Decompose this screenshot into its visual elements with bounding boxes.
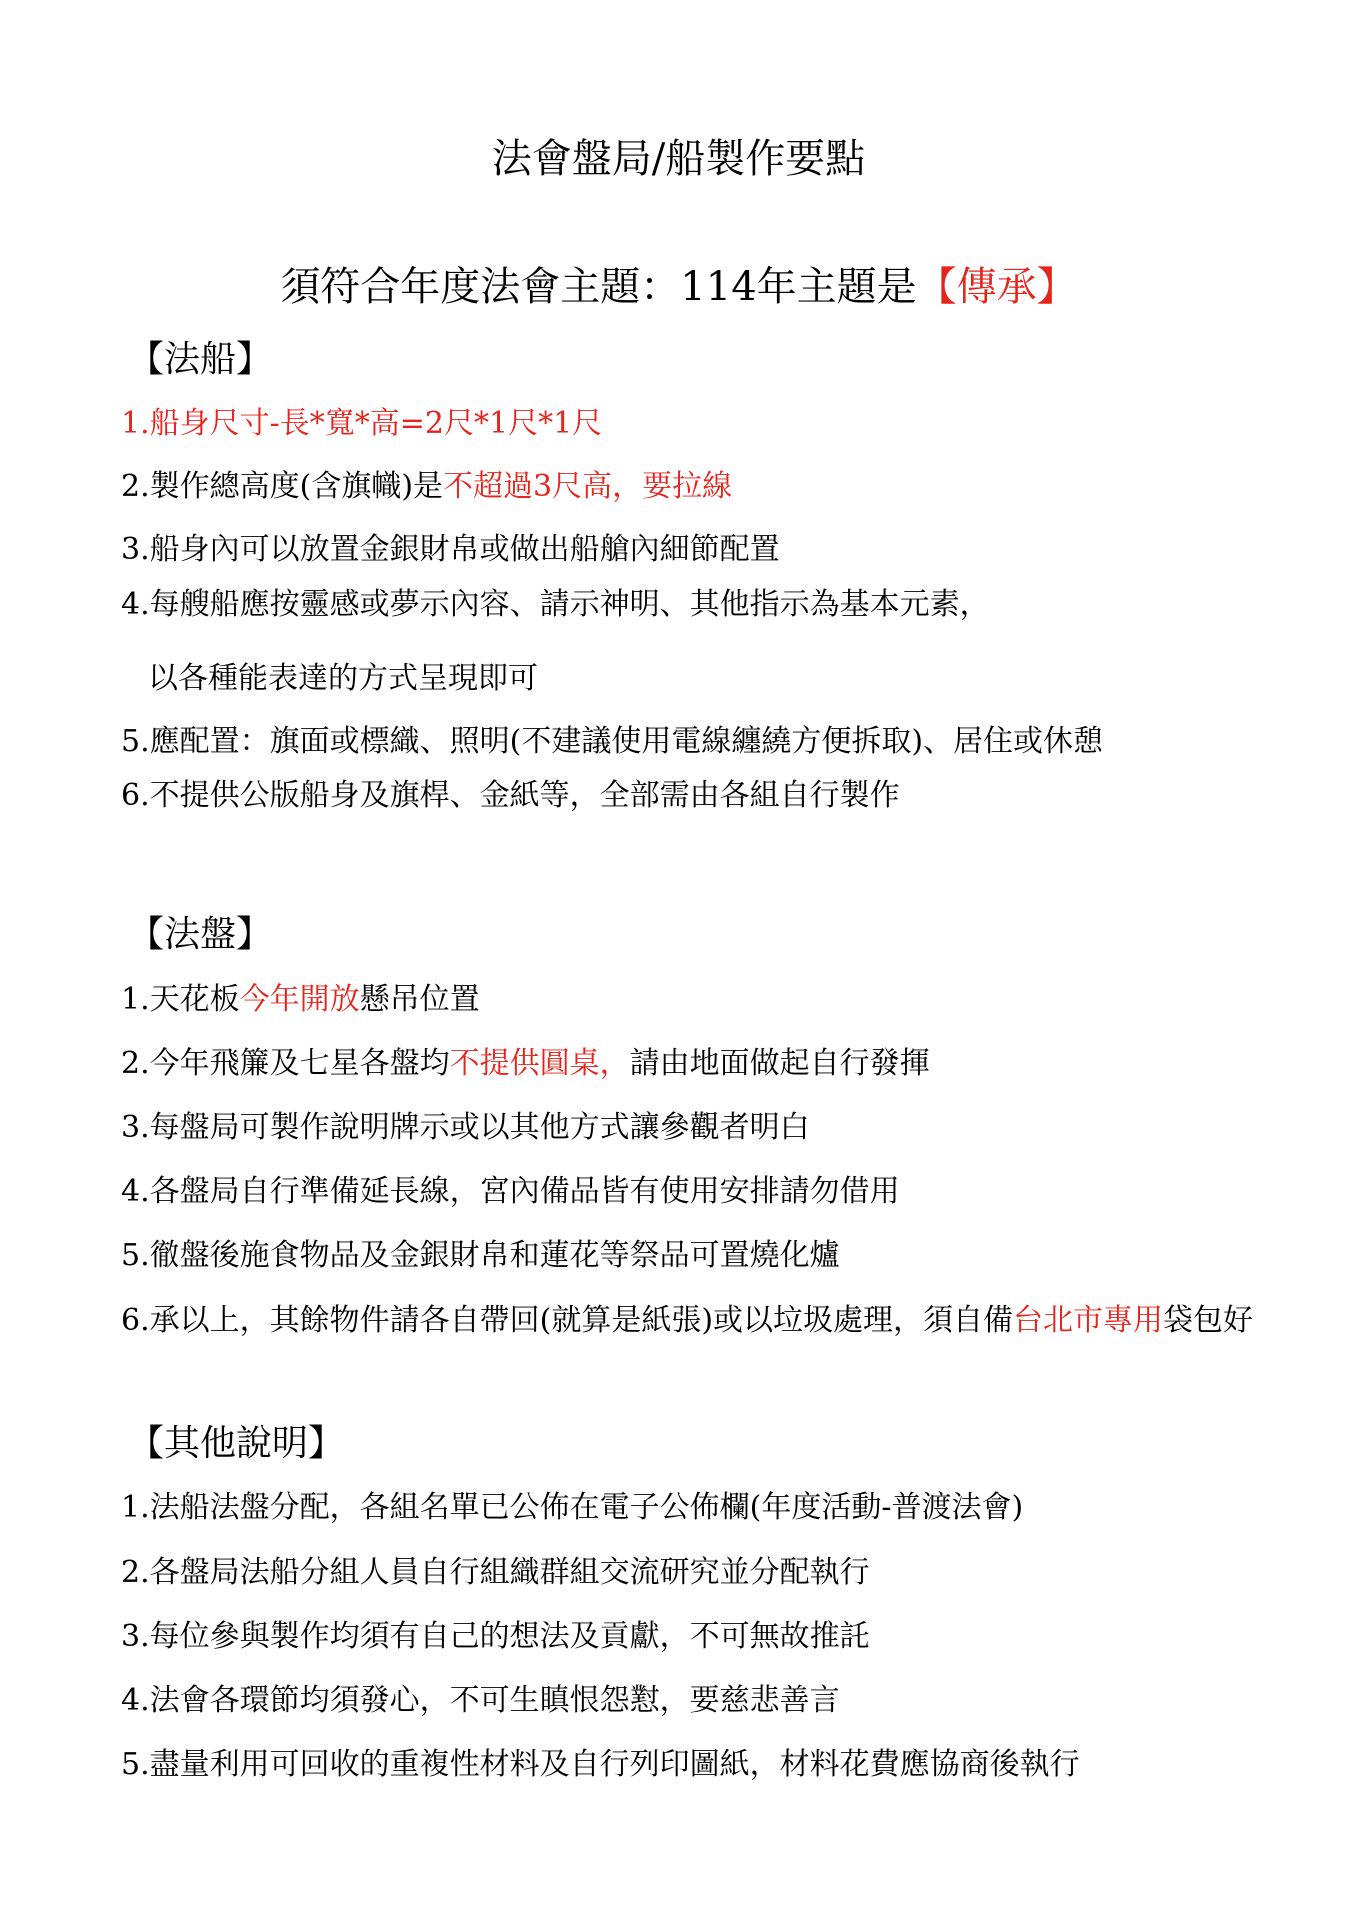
section-heading-other: 【其他說明】 [128, 1423, 345, 1464]
plate-item-1-text-c: 懸吊位置 [359, 982, 480, 1017]
other-item-1: 1.法船法盤分配，各組名單已公佈在電子公佈欄(年度活動-普渡法會) [121, 1490, 1024, 1525]
plate-item-1 [121, 980, 480, 1020]
plate-item-6-highlight: 台北市專用 [1013, 1303, 1164, 1338]
plate-item-2-text-c: 請由地面做起自行發揮 [629, 1046, 930, 1081]
other-item-3: 3.每位參與製作均須有自己的想法及貢獻，不可無故推託 [121, 1619, 870, 1654]
ship-item-5: 5.應配置：旗面或標織、照明(不建議使用電線纏繞方便拆取)、居住或休憩 [121, 724, 1104, 759]
ship-item-4-continued: 以各種能表達的方式呈現即可 [148, 661, 538, 696]
plate-item-1-highlight: 今年開放 [239, 982, 360, 1017]
plate-item-1-text-a: 1.天花板 [121, 982, 240, 1017]
ship-item-2-highlight: 不超過3尺高，要拉線 [443, 469, 733, 504]
section-heading-ship: 【法船】 [128, 339, 273, 380]
ship-item-4: 4.每艘船應按靈感或夢示內容、請示神明、其他指示為基本元素， [121, 587, 990, 622]
theme-highlight: 【傳承】 [916, 264, 1077, 310]
ship-item-3: 3.船身內可以放置金銀財帛或做出船艙內細節配置 [121, 532, 780, 567]
plate-item-2-highlight: 不提供圓桌， [449, 1046, 630, 1081]
ship-item-6: 6.不提供公版船身及旗桿、金紙等，全部需由各組自行製作 [121, 778, 900, 813]
plate-item-2 [121, 1044, 930, 1084]
plate-item-6-text-c: 袋包好 [1163, 1303, 1254, 1338]
ship-item-2-text: 2.製作總高度(含旗幟)是 [121, 469, 444, 504]
ship-item-1: 1.船身尺寸-長*寬*高=2尺*1尺*1尺 [121, 406, 603, 441]
plate-item-6 [121, 1301, 1253, 1341]
theme-subtitle [0, 262, 1357, 312]
plate-item-3: 3.每盤局可製作說明牌示或以其他方式讓參觀者明白 [121, 1110, 810, 1145]
section-heading-plate: 【法盤】 [128, 914, 273, 955]
document-title: 法會盤局/船製作要點 [491, 136, 866, 182]
plate-item-2-text-a: 2.今年飛簾及七星各盤均 [121, 1046, 450, 1081]
other-item-4: 4.法會各環節均須發心，不可生瞋恨怨懟，要慈悲善言 [121, 1683, 840, 1718]
theme-subtitle-text: 須符合年度法會主題：114年主題是 [280, 264, 917, 310]
ship-item-2 [121, 467, 732, 507]
plate-item-5: 5.徹盤後施食物品及金銀財帛和蓮花等祭品可置燒化爐 [121, 1238, 840, 1273]
other-item-5: 5.盡量利用可回收的重複性材料及自行列印圖紙，材料花費應協商後執行 [121, 1747, 1080, 1782]
plate-item-6-text-a: 6.承以上，其餘物件請各自帶回(就算是紙張)或以垃圾處理，須自備 [121, 1303, 1014, 1338]
other-item-2: 2.各盤局法船分組人員自行組織群組交流研究並分配執行 [121, 1555, 870, 1590]
plate-item-4: 4.各盤局自行準備延長線，宮內備品皆有使用安排請勿借用 [121, 1174, 900, 1209]
